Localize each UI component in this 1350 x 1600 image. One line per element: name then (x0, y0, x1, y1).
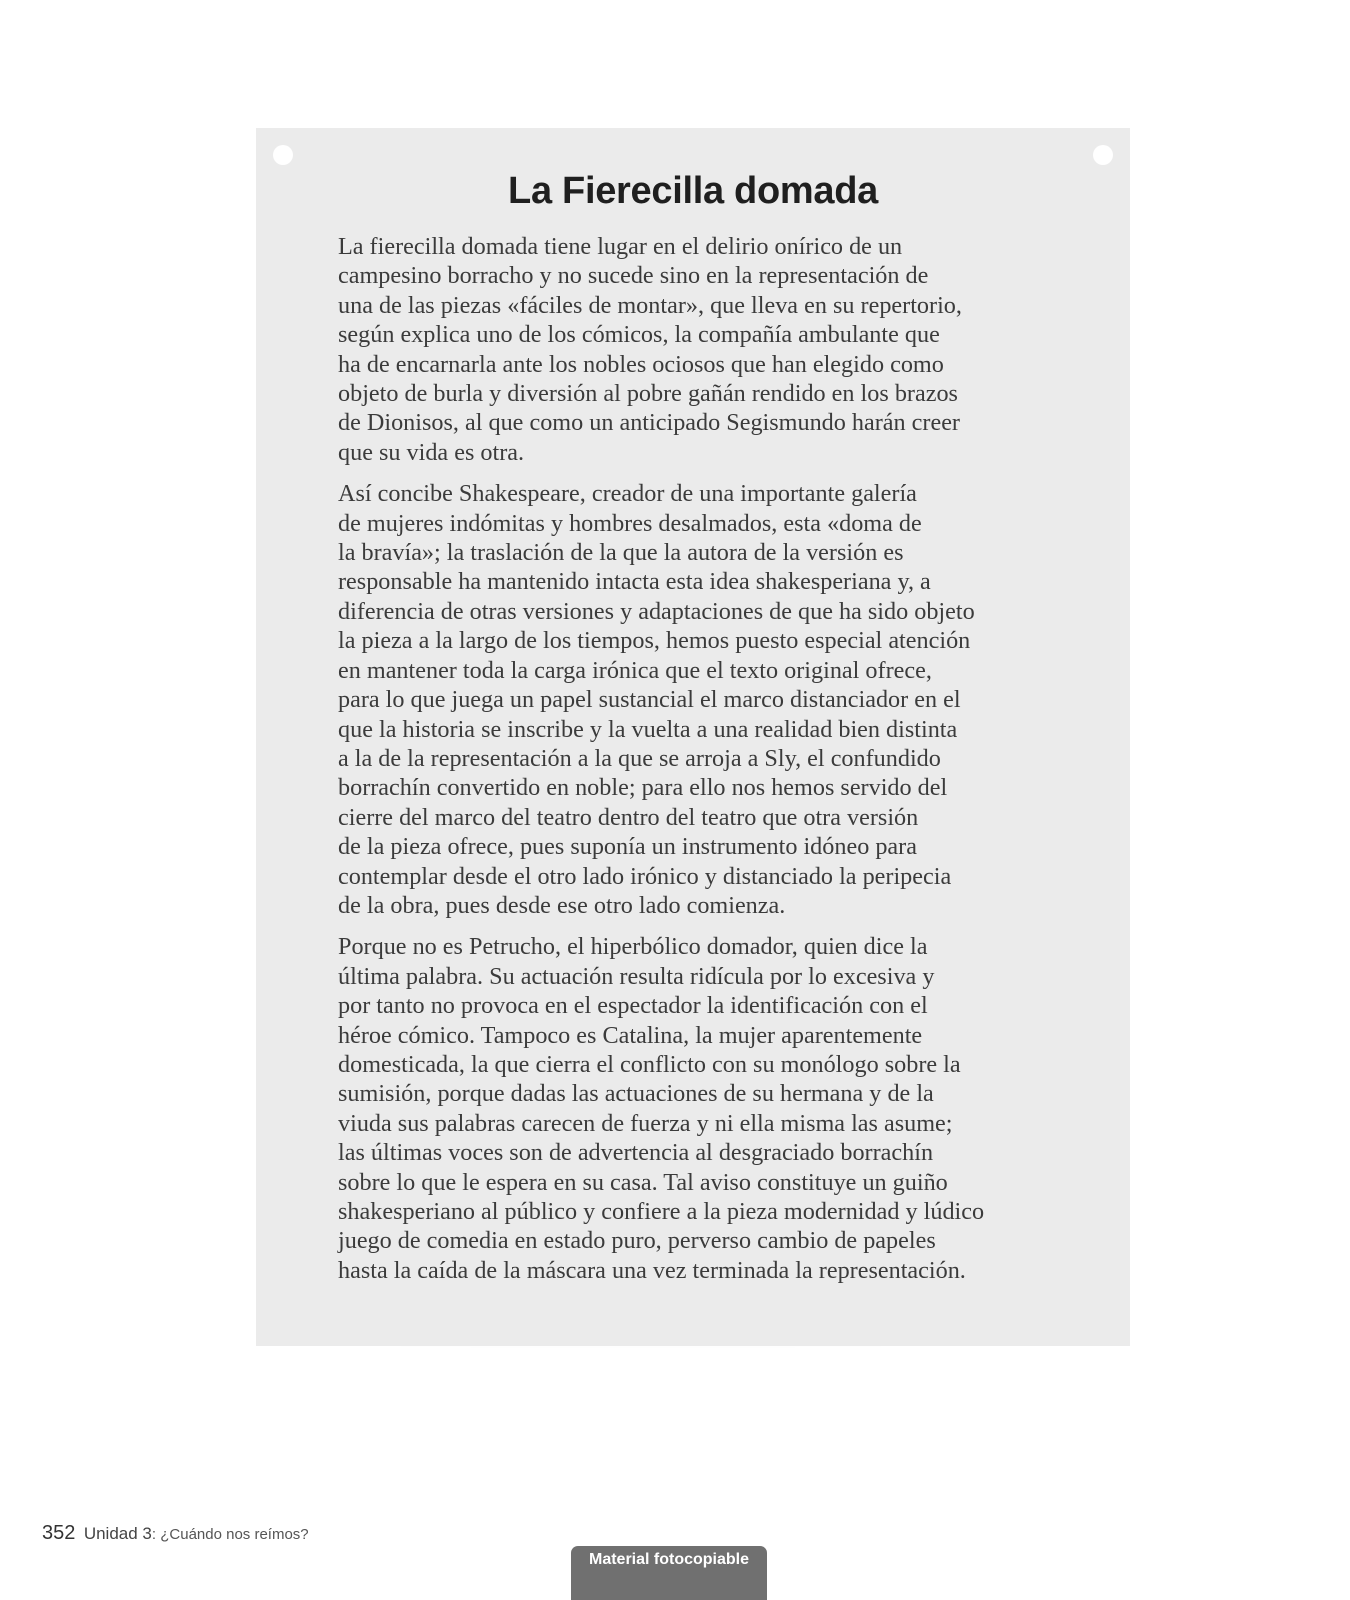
text-line: contemplar desde el otro lado irónico y distanciado la peripecia (338, 862, 952, 890)
page-footer (42, 1522, 309, 1545)
text-line: según explica uno de los cómicos, la compañía ambulante que (338, 321, 940, 349)
page-number: 352 (42, 1522, 76, 1544)
text-line: de la pieza ofrece, pues suponía un instrumento idóneo para (338, 833, 917, 861)
text-line: por tanto no provoca en el espectador la identificación con el (338, 992, 928, 1020)
text-line: objeto de burla y diversión al pobre gañán rendido en los brazos (338, 380, 958, 408)
document-title: La Fierecilla domada (508, 170, 878, 212)
unit-title: : ¿Cuándo nos reímos? (151, 1526, 309, 1543)
paragraph (338, 479, 1093, 920)
text-line: de Dionisos, al que como un anticipado Segismundo harán creer (338, 409, 960, 437)
text-line: Porque no es Petrucho, el hiperbólico domador, quien dice la (338, 933, 928, 961)
text-line: héroe cómico. Tampoco es Catalina, la mujer aparentemente (338, 1021, 923, 1049)
paragraph (338, 932, 1093, 1285)
text-line: para lo que juega un papel sustancial el marco distanciador en el (338, 686, 961, 714)
text-line: cierre del marco del teatro dentro del teatro que otra versión (338, 803, 919, 831)
text-line: la bravía»; la traslación de la que la autora de la versión es (338, 539, 904, 567)
photocopiable-badge: Material fotocopiable (571, 1546, 767, 1600)
text-line: la pieza a la largo de los tiempos, hemos puesto especial atención (338, 627, 971, 655)
text-line: domesticada, la que cierra el conflicto con su monólogo sobre la (338, 1050, 961, 1078)
paragraph (338, 232, 1093, 467)
text-line: que su vida es otra. (338, 438, 525, 466)
text-line: borrachín convertido en noble; para ello nos hemos servido del (338, 774, 948, 802)
text-line: las últimas voces son de advertencia al desgraciado borrachín (338, 1139, 934, 1167)
text-line: en mantener toda la carga irónica que el texto original ofrece, (338, 656, 932, 684)
text-line: última palabra. Su actuación resulta ridícula por lo excesiva y (338, 962, 935, 990)
text-line: hasta la caída de la máscara una vez terminada la representación. (338, 1256, 966, 1284)
text-line: que la historia se inscribe y la vuelta a una realidad bien distinta (338, 715, 958, 743)
text-line: a la de la representación a la que se arroja a Sly, el confundido (338, 744, 941, 772)
text-line: juego de comedia en estado puro, perverso cambio de papeles (338, 1227, 936, 1255)
text-line: sumisión, porque dadas las actuaciones de su hermana y de la (338, 1080, 934, 1108)
text-line: de la obra, pues desde ese otro lado comienza. (338, 891, 786, 919)
text-line: de mujeres indómitas y hombres desalmados, esta «doma de (338, 509, 922, 537)
document-body (338, 232, 1093, 1297)
text-line: viuda sus palabras carecen de fuerza y ni ella misma las asume; (338, 1109, 953, 1137)
text-line: responsable ha mantenido intacta esta idea shakesperiana y, a (338, 568, 931, 596)
text-line: shakesperiano al público y confiere a la pieza modernidad y lúdico (338, 1198, 985, 1225)
text-line: diferencia de otras versiones y adaptaciones de que ha sido objeto (338, 597, 975, 625)
text-line: La fierecilla domada tiene lugar en el delirio onírico de un (338, 233, 903, 260)
punch-hole-right (1093, 145, 1113, 165)
text-line: ha de encarnarla ante los nobles ociosos que han elegido como (338, 350, 944, 378)
text-line: sobre lo que le espera en su casa. Tal aviso constituye un guiño (338, 1168, 948, 1196)
punch-hole-left (273, 145, 293, 165)
document-sheet (256, 128, 1130, 1346)
text-line: Así concibe Shakespeare, creador de una importante galería (338, 480, 917, 508)
text-line: campesino borracho y no sucede sino en la representación de (338, 262, 929, 290)
text-line: una de las piezas «fáciles de montar», que lleva en su repertorio, (338, 291, 962, 319)
unit-label: Unidad 3 (83, 1524, 152, 1543)
